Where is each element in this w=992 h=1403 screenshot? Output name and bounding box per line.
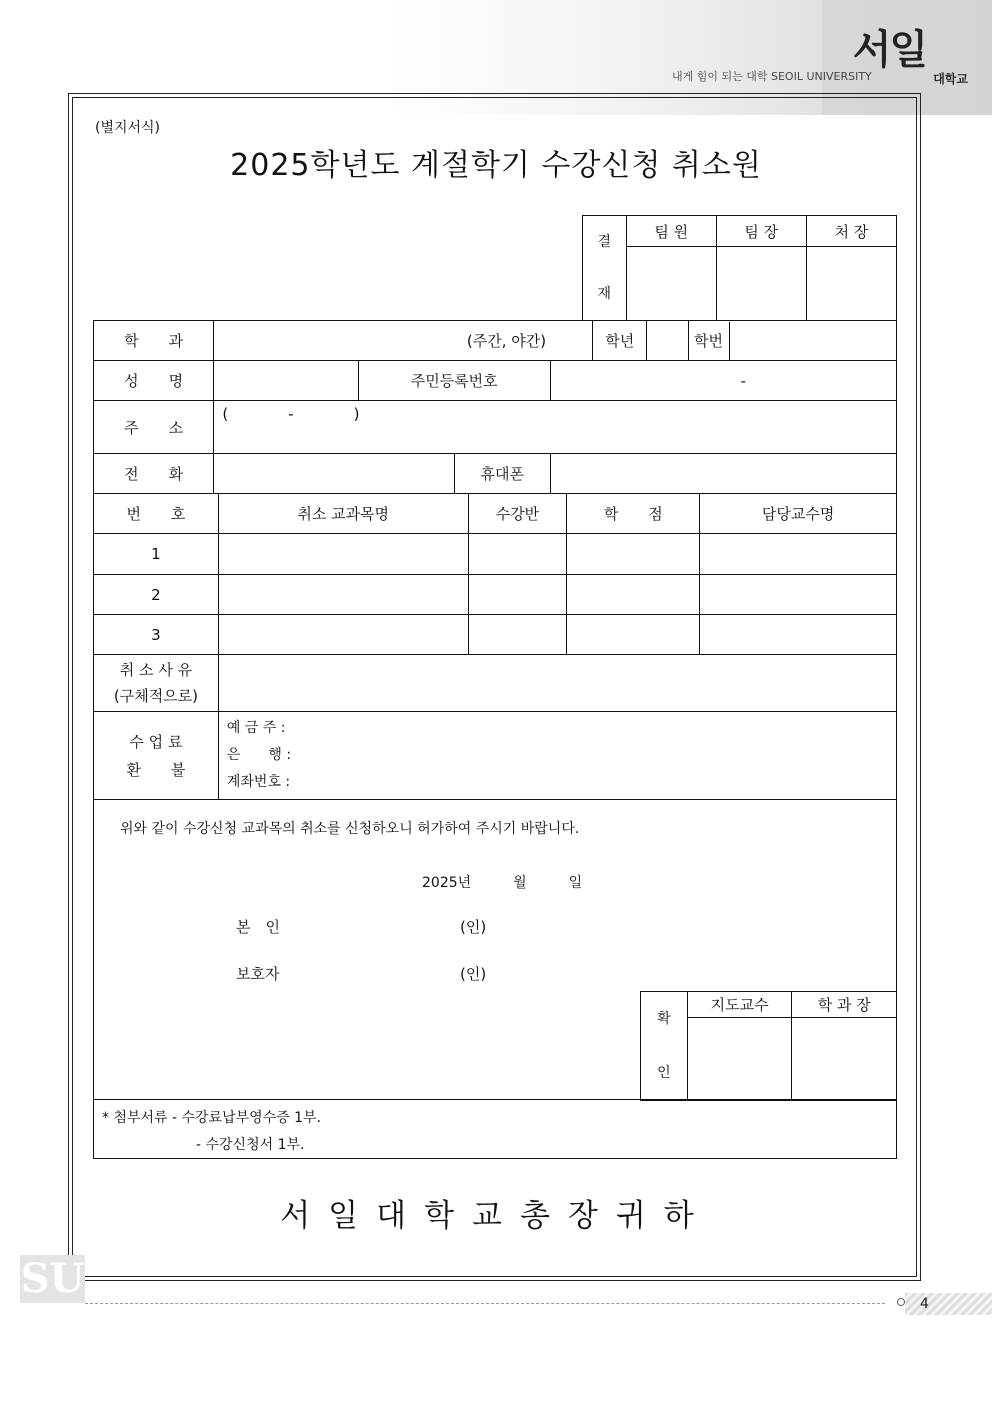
year-field[interactable]	[647, 321, 688, 361]
page-dot-icon	[897, 1298, 905, 1306]
student-no-field[interactable]	[729, 322, 896, 360]
year-label: 학년	[593, 321, 647, 361]
dept-label: 학 과	[94, 321, 214, 361]
refund-depositor: 예 금 주 :	[226, 720, 286, 736]
course-name-field[interactable]	[218, 534, 468, 575]
course-header-number: 번 호	[94, 494, 219, 534]
course-header-name: 취소 교과목명	[218, 494, 468, 534]
table-row	[94, 615, 897, 655]
course-credit-field[interactable]	[567, 534, 700, 575]
address-label: 주 소	[94, 401, 214, 454]
course-header-credit: 학 점	[567, 494, 700, 534]
course-name-field[interactable]	[218, 615, 468, 655]
course-row-number: 3	[94, 615, 219, 655]
student-no-cell	[688, 321, 896, 361]
name-field[interactable]	[214, 361, 358, 401]
course-credit-field[interactable]	[567, 615, 700, 655]
reason-label: 취 소 사 유 (구체적으로)	[94, 655, 219, 712]
mobile-field[interactable]	[550, 454, 896, 494]
page-number: 4	[920, 1296, 929, 1312]
course-professor-field[interactable]	[700, 575, 897, 615]
name-label: 성 명	[94, 361, 214, 401]
mobile-label: 휴대폰	[454, 454, 550, 494]
course-professor-field[interactable]	[700, 534, 897, 575]
phone-field[interactable]	[214, 454, 455, 494]
course-class-field[interactable]	[468, 534, 567, 575]
confirm-sign-advisor[interactable]	[687, 1018, 792, 1101]
confirm-sign-dept-head[interactable]	[792, 1018, 897, 1101]
confirm-col-dept-head: 학 과 장	[792, 992, 897, 1018]
course-row-number: 1	[94, 534, 219, 575]
address-field[interactable]	[214, 401, 897, 454]
refund-bank: 은 행 :	[226, 747, 292, 763]
rrn-field[interactable]	[550, 361, 896, 401]
guardian-label: 보호자	[236, 965, 280, 983]
self-label: 본 인	[236, 918, 280, 936]
table-row	[94, 534, 897, 575]
rrn-separator: -	[740, 371, 747, 390]
course-header-professor: 담당교수명	[700, 494, 897, 534]
statement-block	[93, 799, 897, 1159]
course-class-field[interactable]	[468, 615, 567, 655]
date-line[interactable]: 2025년 월 일	[422, 875, 583, 891]
approval-col-director: 처 장	[806, 216, 896, 247]
confirm-col-advisor: 지도교수	[687, 992, 792, 1018]
course-header-class: 수강반	[468, 494, 567, 534]
rrn-label: 주민등록번호	[358, 361, 550, 401]
refund-label: 수 업 료 환 불	[94, 712, 219, 800]
approval-label: 결 재	[583, 216, 627, 321]
course-row-number: 2	[94, 575, 219, 615]
university-logo-sub: 대학교	[933, 72, 968, 86]
approval-sign-team-member[interactable]	[626, 247, 716, 321]
course-class-field[interactable]	[468, 575, 567, 615]
refund-account: 계좌번호 :	[226, 774, 291, 790]
approval-col-team-member: 팀 원	[626, 216, 716, 247]
annex-label: (별지서식)	[95, 120, 161, 136]
approval-box	[582, 215, 897, 321]
closing-salutation: 서일대학교총장귀하	[280, 1198, 712, 1234]
table-row	[94, 575, 897, 615]
student-no-label: 학번	[689, 322, 730, 360]
reason-field[interactable]	[218, 655, 896, 712]
attachment-line-2: - 수강신청서 1부.	[196, 1137, 305, 1153]
su-watermark-logo: SU	[20, 1255, 85, 1302]
phone-label: 전 화	[94, 454, 214, 494]
confirm-label: 확 인	[641, 992, 688, 1101]
attachment-line-1: * 첨부서류 - 수강료납부영수증 1부.	[102, 1110, 322, 1126]
page-number-bar	[905, 1293, 992, 1315]
approval-col-team-leader: 팀 장	[716, 216, 806, 247]
course-table	[93, 493, 897, 800]
university-logo: 서일	[852, 26, 926, 73]
confirm-box	[640, 991, 897, 1101]
statement-text: 위와 같이 수강신청 교과목의 취소를 신청하오니 허가하여 주시기 바랍니다.	[120, 821, 580, 837]
refund-fields[interactable]	[218, 712, 896, 800]
course-professor-field[interactable]	[700, 615, 897, 655]
form-title: 2025학년도 계절학기 수강신청 취소원	[230, 148, 762, 183]
header-tagline: 내게 힘이 되는 대학 SEOIL UNIVERSITY	[672, 70, 872, 83]
attachments-divider	[93, 1099, 897, 1100]
approval-sign-team-leader[interactable]	[716, 247, 806, 321]
footer-dashed-line	[85, 1303, 885, 1304]
dept-hint: (주간, 야간)	[466, 332, 547, 350]
main-form-table	[93, 320, 897, 494]
approval-sign-director[interactable]	[806, 247, 896, 321]
course-credit-field[interactable]	[567, 575, 700, 615]
self-seal[interactable]: (인)	[460, 918, 487, 936]
address-zip-hint: ( - )	[222, 405, 360, 423]
guardian-seal[interactable]: (인)	[460, 965, 487, 983]
course-name-field[interactable]	[218, 575, 468, 615]
dept-field[interactable]	[214, 321, 593, 361]
